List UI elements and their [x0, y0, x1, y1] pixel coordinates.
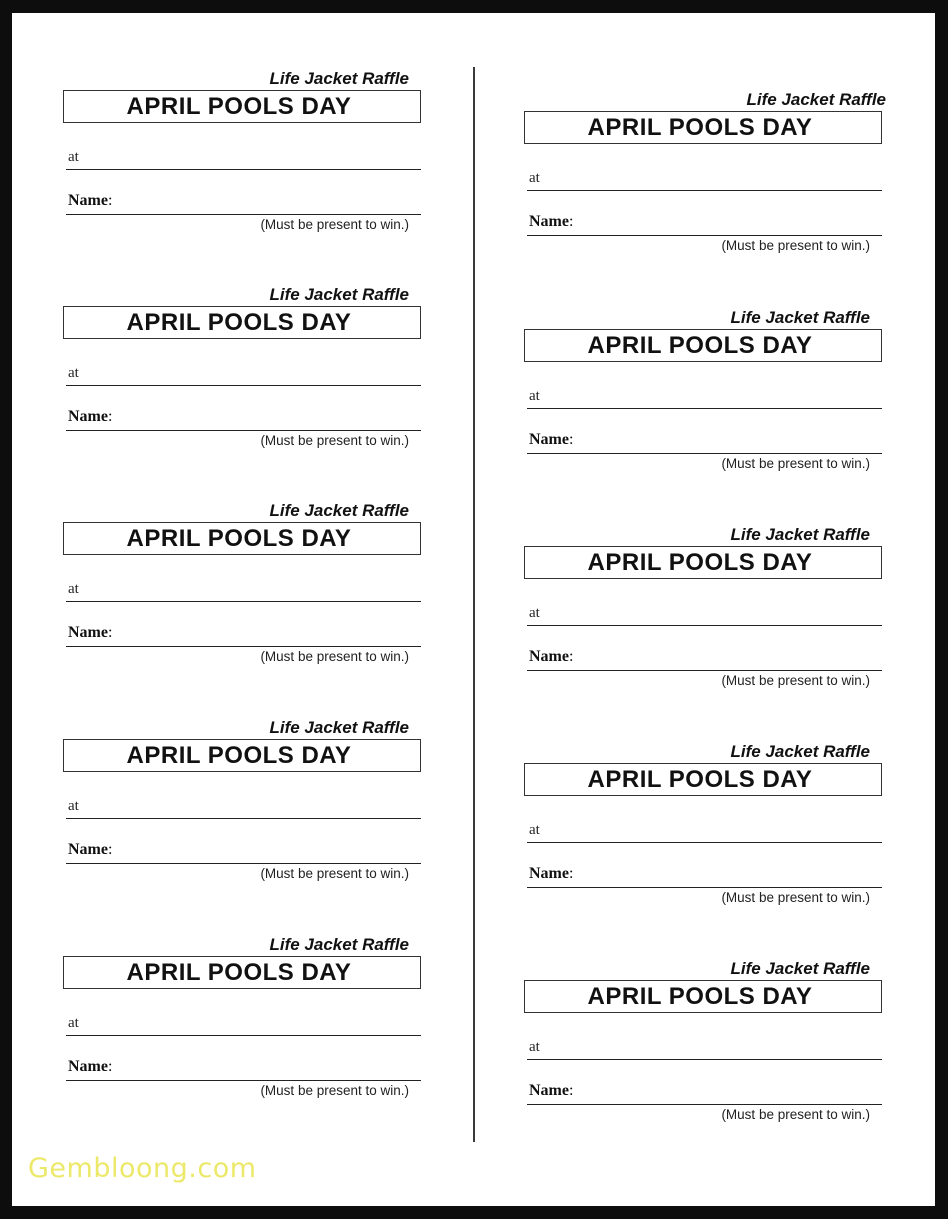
- at-label: at: [68, 365, 79, 381]
- event-title-box: [524, 111, 882, 144]
- name-field-label: Name:: [529, 865, 574, 882]
- presence-notice: (Must be present to win.): [721, 238, 870, 253]
- event-title-box: [63, 522, 421, 555]
- raffle-label: Life Jacket Raffle: [269, 69, 409, 88]
- location-line: [527, 1059, 882, 1060]
- location-line: [66, 169, 421, 170]
- event-title-box: [63, 90, 421, 123]
- raffle-ticket-sheet: [12, 13, 935, 1206]
- event-title: APRIL POOLS DAY: [587, 765, 813, 793]
- name-line: [66, 214, 421, 215]
- presence-notice: (Must be present to win.): [721, 673, 870, 688]
- raffle-label: Life Jacket Raffle: [730, 308, 870, 327]
- raffle-ticket-right-4: [524, 741, 888, 911]
- name-field-label: Name:: [529, 431, 574, 448]
- at-label: at: [529, 605, 540, 621]
- location-line: [66, 385, 421, 386]
- raffle-ticket-left-2: [63, 284, 427, 454]
- event-title: APRIL POOLS DAY: [126, 92, 352, 120]
- presence-notice: (Must be present to win.): [260, 1083, 409, 1098]
- location-line: [66, 818, 421, 819]
- raffle-label: Life Jacket Raffle: [730, 525, 870, 544]
- raffle-ticket-right-2: [524, 307, 888, 477]
- at-label: at: [529, 170, 540, 186]
- raffle-ticket-right-3: [524, 524, 888, 694]
- presence-notice: (Must be present to win.): [260, 649, 409, 664]
- raffle-label: Life Jacket Raffle: [269, 501, 409, 520]
- at-label: at: [529, 388, 540, 404]
- name-line: [527, 887, 882, 888]
- name-field-label: Name:: [68, 408, 113, 425]
- raffle-label: Life Jacket Raffle: [269, 285, 409, 304]
- name-field-label: Name:: [529, 213, 574, 230]
- location-line: [66, 1035, 421, 1036]
- presence-notice: (Must be present to win.): [260, 433, 409, 448]
- name-line: [527, 453, 882, 454]
- name-line: [66, 1080, 421, 1081]
- event-title: APRIL POOLS DAY: [126, 958, 352, 986]
- event-title: APRIL POOLS DAY: [587, 331, 813, 359]
- presence-notice: (Must be present to win.): [260, 217, 409, 232]
- raffle-ticket-right-5: [524, 958, 888, 1128]
- at-label: at: [529, 822, 540, 838]
- name-field-label: Name:: [68, 1058, 113, 1075]
- raffle-label: Life Jacket Raffle: [269, 935, 409, 954]
- name-field-label: Name:: [68, 624, 113, 641]
- presence-notice: (Must be present to win.): [721, 890, 870, 905]
- raffle-ticket-left-4: [63, 717, 427, 887]
- location-line: [527, 842, 882, 843]
- raffle-label: Life Jacket Raffle: [730, 742, 870, 761]
- raffle-ticket-left-3: [63, 500, 427, 670]
- event-title-box: [524, 329, 882, 362]
- raffle-label: Life Jacket Raffle: [269, 718, 409, 737]
- event-title: APRIL POOLS DAY: [587, 982, 813, 1010]
- presence-notice: (Must be present to win.): [721, 1107, 870, 1122]
- event-title-box: [524, 763, 882, 796]
- at-label: at: [68, 1015, 79, 1031]
- event-title-box: [63, 306, 421, 339]
- name-line: [527, 235, 882, 236]
- name-field-label: Name:: [68, 192, 113, 209]
- event-title: APRIL POOLS DAY: [587, 113, 813, 141]
- at-label: at: [68, 149, 79, 165]
- event-title: APRIL POOLS DAY: [587, 548, 813, 576]
- watermark-text: Gembloong.com: [28, 1153, 257, 1184]
- event-title-box: [63, 739, 421, 772]
- raffle-label: Life Jacket Raffle: [746, 90, 886, 109]
- name-line: [66, 646, 421, 647]
- name-line: [527, 1104, 882, 1105]
- location-line: [66, 601, 421, 602]
- name-line: [66, 430, 421, 431]
- location-line: [527, 408, 882, 409]
- at-label: at: [68, 798, 79, 814]
- name-field-label: Name:: [529, 648, 574, 665]
- raffle-ticket-right-1: [524, 89, 888, 259]
- column-divider: [473, 67, 475, 1142]
- event-title-box: [63, 956, 421, 989]
- event-title: APRIL POOLS DAY: [126, 741, 352, 769]
- raffle-label: Life Jacket Raffle: [730, 959, 870, 978]
- raffle-ticket-left-1: [63, 68, 427, 238]
- event-title-box: [524, 980, 882, 1013]
- event-title: APRIL POOLS DAY: [126, 524, 352, 552]
- location-line: [527, 190, 882, 191]
- name-field-label: Name:: [68, 841, 113, 858]
- at-label: at: [68, 581, 79, 597]
- event-title-box: [524, 546, 882, 579]
- raffle-ticket-left-5: [63, 934, 427, 1104]
- event-title: APRIL POOLS DAY: [126, 308, 352, 336]
- location-line: [527, 625, 882, 626]
- presence-notice: (Must be present to win.): [260, 866, 409, 881]
- name-line: [66, 863, 421, 864]
- presence-notice: (Must be present to win.): [721, 456, 870, 471]
- at-label: at: [529, 1039, 540, 1055]
- name-field-label: Name:: [529, 1082, 574, 1099]
- name-line: [527, 670, 882, 671]
